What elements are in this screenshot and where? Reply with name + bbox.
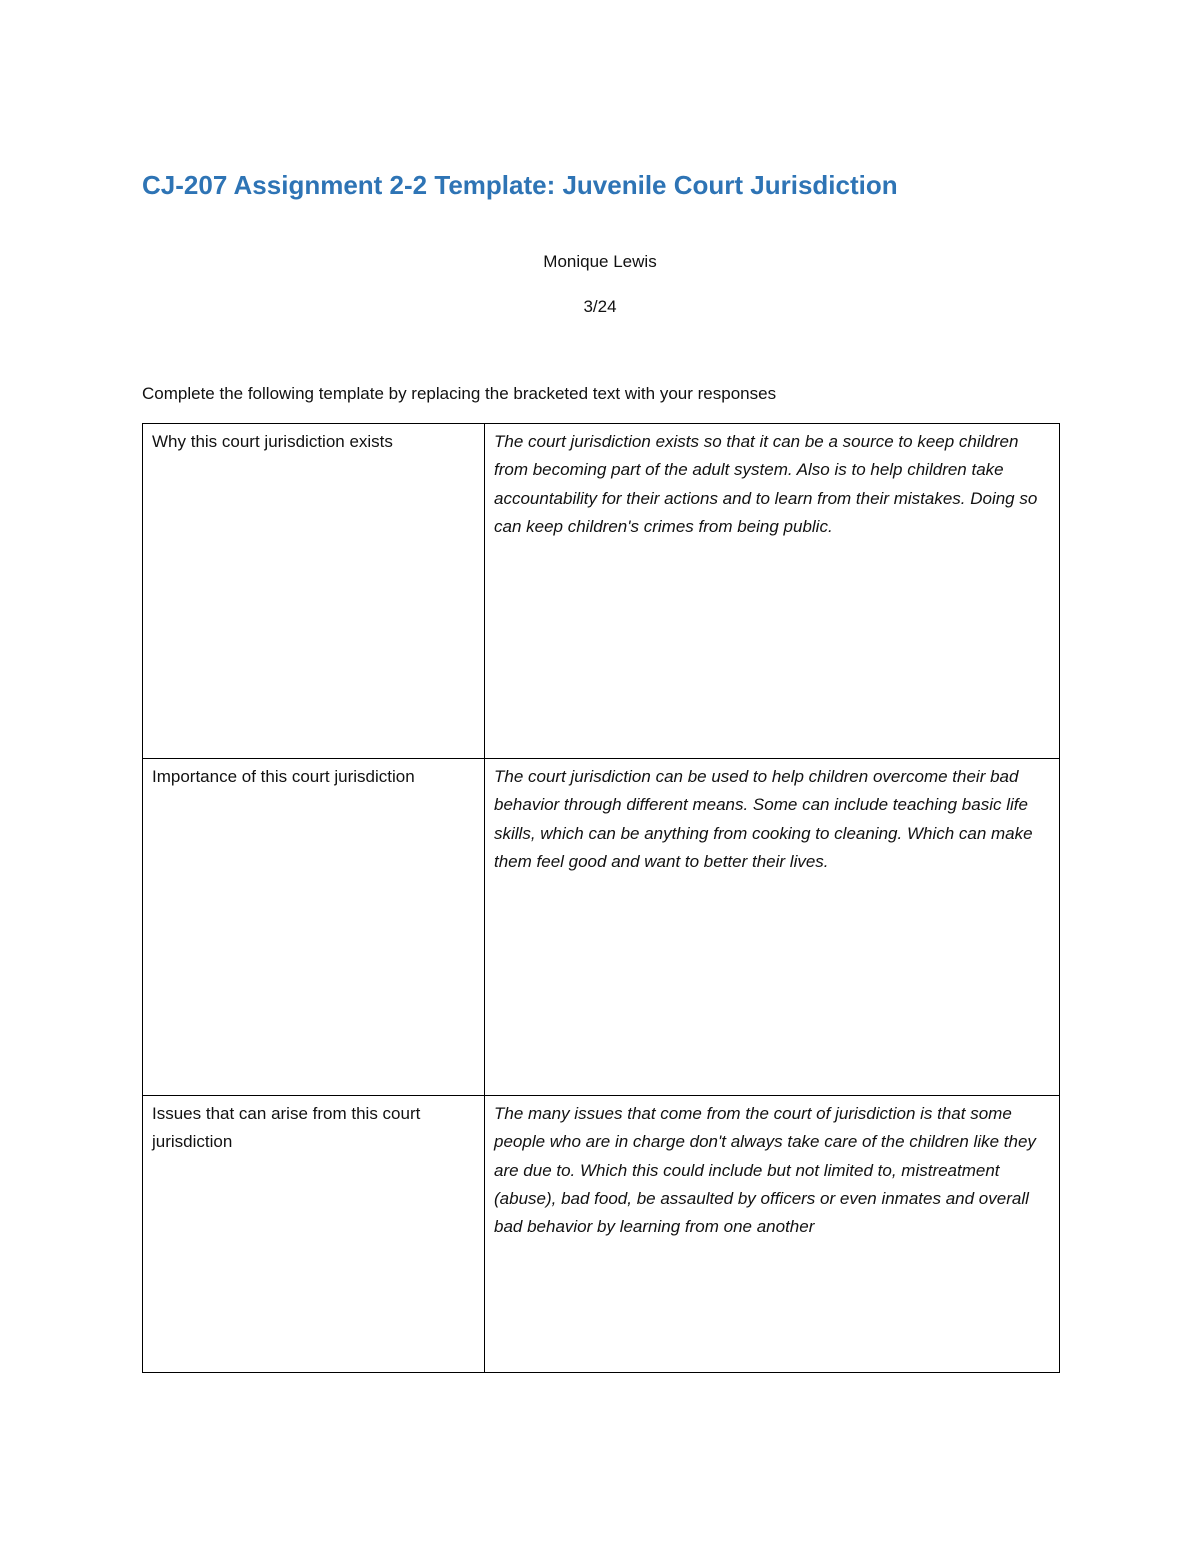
template-table	[142, 423, 1060, 1373]
prompt-cell: Issues that can arise from this court jurisdiction	[143, 1096, 485, 1373]
response-cell[interactable]: The many issues that come from the court of jurisdiction is that some people who are in charge don't always take care of the children like they are due to. Which this could include but not limited to, mistreatment (abuse), bad food, be assaulted by officers or even inmates and overall bad behavior by learning from one another	[485, 1096, 1060, 1373]
prompt-cell: Why this court jurisdiction exists	[143, 424, 485, 759]
author-name: Monique Lewis	[543, 252, 657, 271]
table-row	[143, 759, 1060, 1096]
response-cell[interactable]: The court jurisdiction exists so that it can be a source to keep children from becoming part of the adult system. Also is to help children take accountability for their actions and to learn from their mistakes. Doing so can keep children's crimes from being public.	[485, 424, 1060, 759]
document-title: CJ-207 Assignment 2-2 Template: Juvenile Court Jurisdiction	[142, 170, 898, 200]
table-row	[143, 1096, 1060, 1373]
response-cell[interactable]: The court jurisdiction can be used to help children overcome their bad behavior through different means. Some can include teaching basic life skills, which can be anything from cooking to cleaning. Which can make them feel good and want to better their lives.	[485, 759, 1060, 1096]
document-date: 3/24	[583, 297, 617, 316]
table-row	[143, 424, 1060, 759]
instruction-text: Complete the following template by replacing the bracketed text with your responses	[142, 384, 777, 403]
prompt-cell: Importance of this court jurisdiction	[143, 759, 485, 1096]
